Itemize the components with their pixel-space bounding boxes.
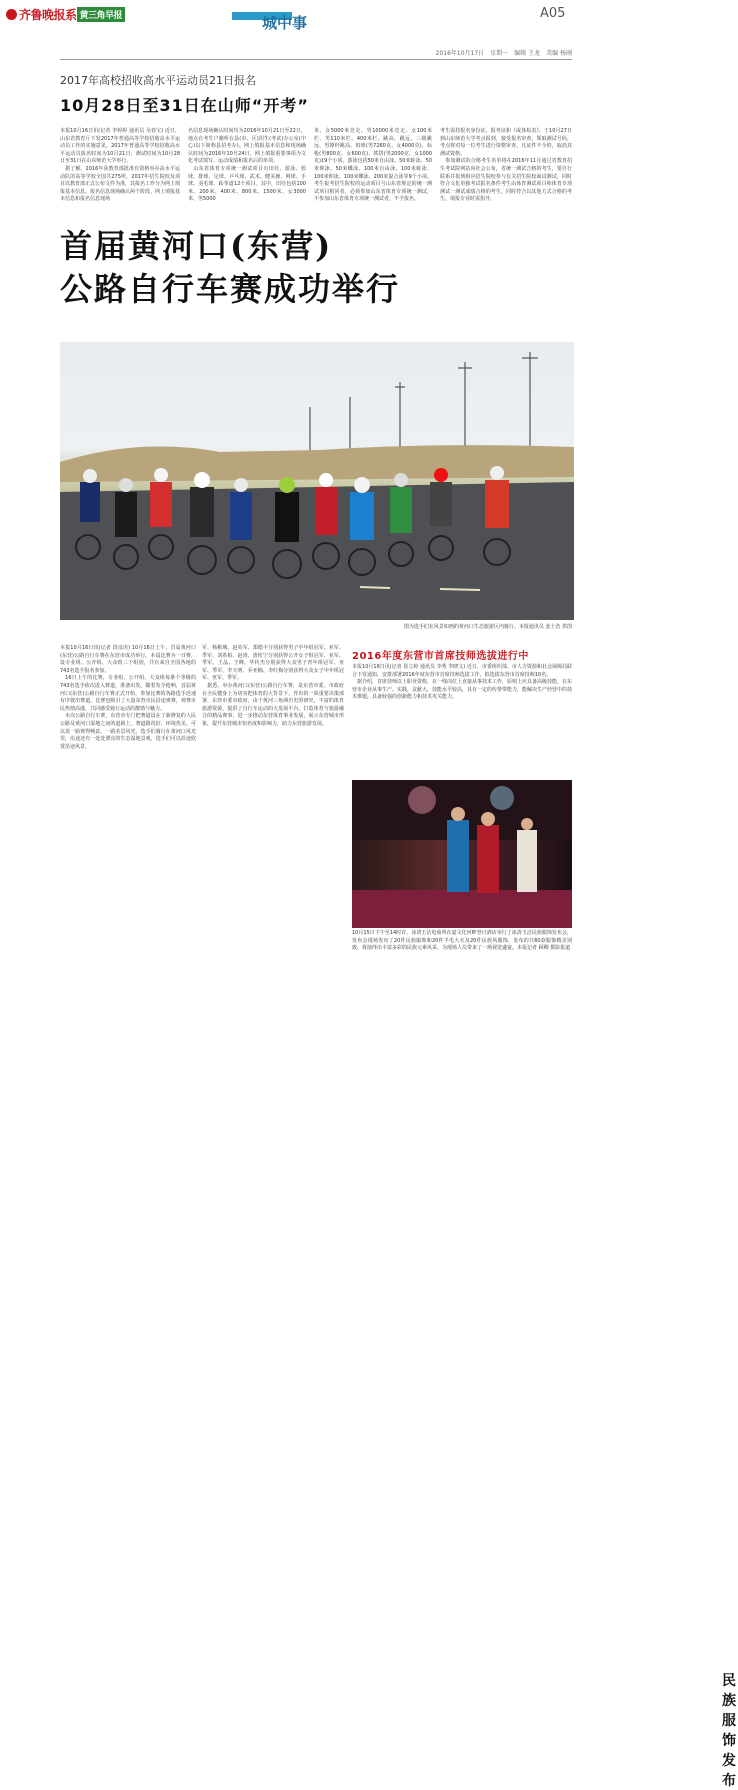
cycling-race-illustration	[60, 342, 574, 620]
article1-col1: 本报10月16日讯(记者 李婷婷 通讯员 吴春宝) 近日，山东省教育厅下发2017年普通高等学校招收高水平运动员工作的实施意见，2017年普通高等学校招收高水平运动员报名时间为10月21日，测试时间为10月28日至31日在山东师范大学举行。 据了解，2016年获教育部批准有资格举办高水平运动队的高等学校全国共275所，2017年招生院校及项目以教育部正式公布文件为准，其报名工作分为网上填报基本信息、报名信息现场确认两个阶段。网上填报基本信息和报名信息现场	[60, 128, 181, 203]
fashion-caption: 10月15日下午至14时许，冰清玉洁电商所在嘉文化河畔登日酒店举行了冰清玉洁民族服饰发布会，发布会现场发布了20件民族服饰和20件羊毛大衣及20件民族风服饰，发布的共60款服饰精美别致，将演绎出丰富多彩的民族元素风采，为现场人员带来了一场视觉盛宴。本报记者 顾卿 摄影报道	[352, 930, 572, 952]
logo-dot-icon	[6, 9, 17, 20]
fashion-show-illustration	[352, 780, 572, 928]
article1-col4: 考生需持报名身份证、报考证和《或体检表》，于10月27日到山东师范大学考点报到，接受报名审查、领取测试号码，考点将对每一位考生进行资格审查，凡证件不全的，取消其测试资格。 参加测试的合格考生名单将在2016年11月通过省教育招生考试院网站向社会公布，省统一测试合格的考生，要自行联系并报到相应招生院校参与有关招生院校面试测试，同时符合文化单独考试报名条件考生由体育测试项目和体育专项测试一测试成绩合格的考生，同时符合以其他方式合格的考生，填报专业时需指导。	[440, 128, 572, 203]
article2-col2: 军，杨彬城、赵英军、郑德丰分别获得男子中年组冠军、亚军、季军，刘希柏、赵涛、唐钦宁分别获得公开女子组冠军、亚军、季军。王晶、王峰、华传杰分别获得大众男子青年组冠军、亚军、季军，李天明、乔亚楠、李红梅分别获得大众女子中年组冠军、亚军、季军。 据悉，举办黄河口(东营)公路自行车赛，是东营市委、市政府在全民健身上为切实把体育的大背景下，作出的一项重要决策部署，东营市委市政府，由于黄河三角洲历史的研究，丰富的体育旅游资源，提供了自行车运动的大发展平台。打造体育与旅游融合的精品赛事，进一步推动东营体育事业发展，展示东营城市形象，提升东营城市知名度和影响力，助力东营旅游发展。	[202, 645, 344, 727]
article1-col2: 名信息现场确认时间均为2016年10月21日至22日，地点在考生户籍所在县(市、区)招生(考试)办公室(中心)以下简称县招考办)。网上填报基本信息和现场确认时间为2016年10月24日，网上填报重要事项为文化考试填写、运动成绩和报名后的单项。 山东省体育专项统一测试项目有田径、游泳、篮球、排球、足球、乒乓球、武术、健美操、网球、手球、羽毛球、跆拳道12个项目。其中，田径包括100米、200米、400米、800米、1500米、女3000米、男5000	[188, 128, 306, 203]
article1-col3: 米、女5000米竞走、男10000米竞走、女100米栏、男110米栏、400米栏、跳高、跳远、三级跳远、男撑杆跳高、铅球(男7260克、女4000克)、标枪(男800克、女600克)、铁饼(男2000克、女1000克)19个小项。游泳包括50米自由泳、50米蛙泳、50米仰泳、50米蝶泳、100米自由泳、100米蛙泳、100米仰泳、100米蝶泳、200米混合泳等9个小项。考生报考招生院校的运动项目与山东省规定的统一测试项目相同者，必须参加山东省体育专项统一测试，不参加山东省体育专项统一测试者，不予报名。	[314, 128, 432, 203]
article1-title: 10月28日至31日在山师“开考”	[60, 96, 309, 115]
sub-paper-tag: 黄三角早报	[77, 7, 126, 22]
article2-title: 首届黄河口(东营) 公路自行车赛成功举行	[60, 227, 401, 308]
fashion-photo-title: 民族服饰发布	[720, 1670, 738, 1790]
section-title: 城中事	[262, 14, 308, 32]
page-number: A05	[540, 6, 566, 21]
cycling-race-photo	[60, 342, 574, 620]
article2-col1: 本报10月16日讯(记者 段彦虎) 10月16日上午，首届黄河口(东营)公路自行车赛在东营市成功举行。本届比赛为一日赛，设专业组、公开组、大众组三个组别，共有来自全国各地的743名选手报名参加。 16日上午的比赛，专业组、公开组、大众组每条个等级的743名选手依次进入赛道，准备出发。随着发令枪响，首届黄河口(东营)公路自行车赛正式开始，参加比赛的各路选手迅速有序驶出赛道，比赛也吸引了大量东营市民沿途观赛，观赛市民热情高涨，共同感受骑行运动的激情与魅力。 本次公路自行车赛，东营市专门把赛道设在了新修复的人民公路及黄河口湿地之间的道路上，赛道路况好、环境优美，可以说一路赛得畅意，一路美景风光，选手们骑行在黄河口风光里，沿途还有一处处漂亮的生态湿地景观，选手们可以沿途欣赏沿途风景。	[60, 645, 196, 750]
dateline: 2016年10月17日 星期一 编辑 王龙 美编 杨刚	[60, 48, 572, 60]
newspaper-logo: 齐鲁晚报系 黄三角早报	[6, 6, 125, 23]
article3-title: 2016年度东营市首席技师选拔进行中	[352, 651, 529, 662]
article1-subtitle: 2017年高校招收高水平运动员21日报名	[60, 74, 256, 87]
photo-caption: 图为选手们在风景如画的黄河口生态旅游区内骑行。本报通讯员 姜士浩 供图	[403, 624, 572, 630]
article3-body: 本报10月16日讯(记者 崔立婷 通讯员 李秀 李晓文) 近日，市委组织部、市人力资源和社会保障局联合下发通知，安排部署2016年度东营市首席技师选拔工作，拟选拔东营市首席技师10名。 据介绍，首席技师以上职业资格，在一线岗位上直接从事技术工作，原则上应具备高级技能，在东营市企业从事生产、实践，贡献大，技能水平较高，具有一定的传帮带能力，能解决生产经营中的技术难题，具备较强的创新能力和技术攻关能力。	[352, 664, 573, 701]
masthead	[0, 0, 580, 44]
